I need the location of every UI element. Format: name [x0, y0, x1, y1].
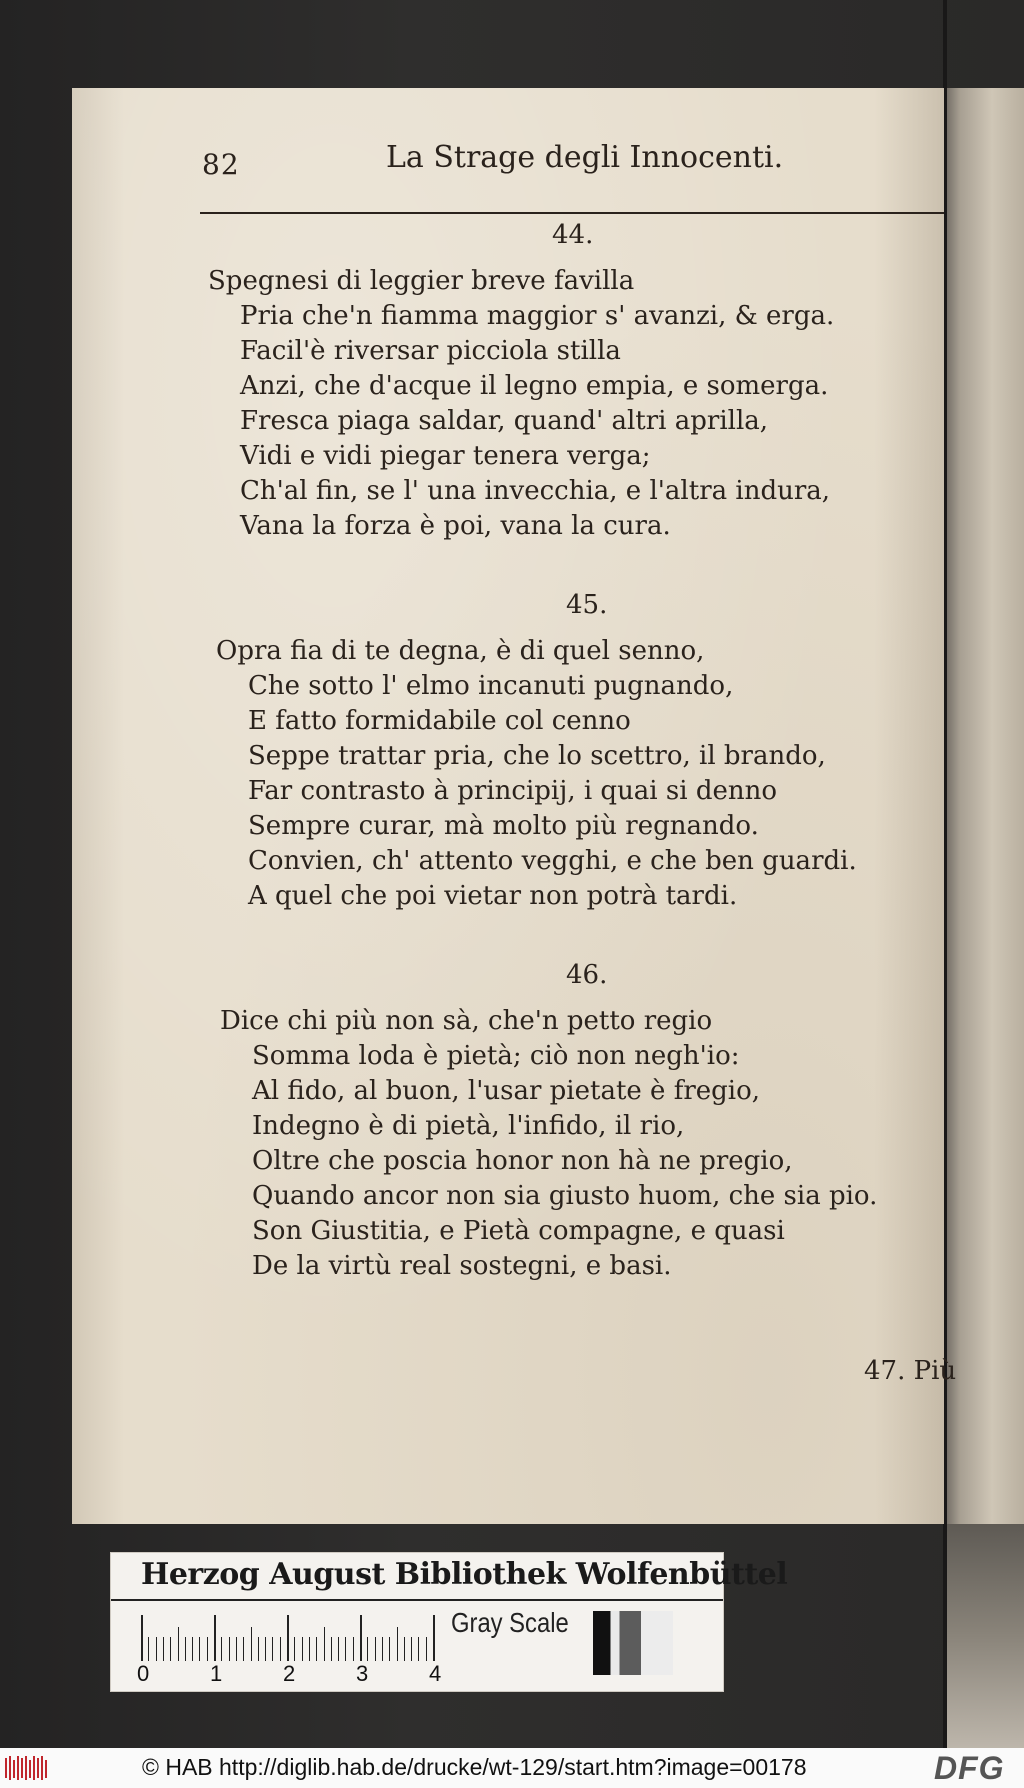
ruler-tick	[302, 1637, 303, 1661]
verse-line: E fatto formidabile col cenno	[248, 706, 631, 736]
verse-line: Vidi e vidi piegar tenera verga;	[240, 441, 651, 471]
color-scale-bar	[110, 1552, 788, 1692]
adjacent-page-lower-edge	[944, 1524, 1024, 1748]
verse-line: Son Giustitia, e Pietà compagne, e quasi	[252, 1216, 785, 1246]
verse-line: A quel che poi vietar non potrà tardi.	[248, 881, 738, 911]
ruler-tick	[185, 1637, 186, 1661]
ruler-tick	[287, 1615, 289, 1661]
page-number: 82	[202, 148, 240, 181]
ruler-tick	[389, 1637, 390, 1661]
ruler-tick	[331, 1637, 332, 1661]
ruler-tick	[141, 1615, 143, 1661]
verse-line: Far contrasto à principij, i quai si denno	[248, 776, 777, 806]
ruler-tick	[280, 1637, 281, 1661]
ruler-tick	[148, 1637, 149, 1661]
ruler-tick	[214, 1615, 216, 1661]
ruler-tick	[236, 1637, 237, 1661]
verse-line: Opra fia di te degna, è di quel senno,	[216, 636, 705, 666]
ruler-tick	[382, 1637, 383, 1661]
ruler-tick	[360, 1615, 362, 1661]
stanza-44	[208, 264, 834, 544]
stanza-number: 46.	[566, 960, 608, 990]
ruler-number: 4	[429, 1661, 442, 1686]
ruler-tick	[338, 1637, 339, 1661]
ruler-tick	[316, 1637, 317, 1661]
verse-line: Indegno è di pietà, l'infido, il rio,	[252, 1111, 685, 1141]
catchword: 47. Più	[864, 1356, 957, 1386]
library-title: Herzog August Bibliothek Wolfenbüttel	[141, 1557, 788, 1592]
ruler-tick	[309, 1637, 310, 1661]
ruler-tick	[243, 1637, 244, 1661]
verse-line: Sempre curar, mà molto più regnando.	[248, 811, 759, 841]
ruler-tick	[156, 1637, 157, 1661]
ruler-tick	[272, 1637, 273, 1661]
ruler-number: 1	[210, 1661, 223, 1686]
ruler-tick	[418, 1637, 419, 1661]
ruler-number: 3	[356, 1661, 369, 1686]
stanza-number: 44.	[552, 220, 594, 250]
ruler-tick	[345, 1637, 346, 1661]
ruler-tick	[294, 1637, 295, 1661]
ruler-tick	[397, 1627, 398, 1661]
ruler-tick	[367, 1637, 368, 1661]
verse-line: Seppe trattar pria, che lo scettro, il brando,	[248, 741, 826, 771]
header-rule	[200, 212, 944, 214]
ruler-tick	[221, 1637, 222, 1661]
verse-line: Anzi, che d'acque il legno empia, e somerga.	[240, 371, 829, 401]
book-page	[72, 88, 957, 1524]
verse-line: Vana la forza è poi, vana la cura.	[240, 511, 671, 541]
verse-line: Dice chi più non sà, che'n petto regio	[220, 1006, 713, 1036]
ruler-tick	[170, 1637, 171, 1661]
verse-line: Al fido, al buon, l'usar pietate è fregio,	[252, 1076, 761, 1106]
ruler-tick	[163, 1637, 164, 1661]
stanza-46	[220, 1004, 877, 1284]
verse-line: Pria che'n fiamma maggior s' avanzi, & erga.	[240, 301, 835, 331]
ruler-tick	[258, 1637, 259, 1661]
measurement-ruler	[141, 1607, 437, 1661]
verse-line: Fresca piaga saldar, quand' altri aprilla,	[240, 406, 769, 436]
bar-divider	[111, 1599, 723, 1601]
ruler-tick	[324, 1627, 325, 1661]
verse-line: Quando ancor non sia giusto huom, che sia pio.	[252, 1181, 878, 1211]
verse-line: Spegnesi di leggier breve favilla	[208, 266, 635, 296]
verse-line: Oltre che poscia honor non hà ne pregio,	[252, 1146, 793, 1176]
stanza-number: 45.	[566, 590, 608, 620]
footer-copyright-link[interactable]: © HAB http://diglib.hab.de/drucke/wt-129/start.htm?image=00178	[142, 1754, 807, 1780]
ruler-tick	[199, 1637, 200, 1661]
verse-line: Che sotto l' elmo incanuti pugnando,	[248, 671, 734, 701]
hab-logo-icon	[4, 1754, 48, 1782]
verse-line: Convien, ch' attento vegghi, e che ben guardi.	[248, 846, 857, 876]
ruler-tick	[229, 1637, 230, 1661]
gray-scale-swatch	[593, 1611, 673, 1675]
ruler-tick	[375, 1637, 376, 1661]
ruler-tick	[265, 1637, 266, 1661]
verse-line: De la virtù real sostegni, e basi.	[252, 1251, 672, 1281]
ruler-tick	[251, 1627, 252, 1661]
ruler-tick	[433, 1615, 435, 1661]
ruler-number: 2	[283, 1661, 296, 1686]
gray-scale-label: Gray Scale	[451, 1607, 569, 1638]
ruler-number: 0	[137, 1661, 150, 1686]
adjacent-page-edge	[944, 88, 1024, 1524]
ruler-tick	[192, 1637, 193, 1661]
stanza-45	[216, 634, 857, 914]
verse-line: Facil'è riversar picciola stilla	[240, 336, 621, 366]
ruler-tick	[178, 1627, 179, 1661]
ruler-tick	[353, 1637, 354, 1661]
ruler-tick	[426, 1637, 427, 1661]
running-title: La Strage degli Innocenti.	[386, 140, 784, 175]
verse-line: Somma loda è pietà; ciò non negh'io:	[252, 1041, 740, 1071]
footer-bar	[0, 1748, 1024, 1788]
ruler-tick	[404, 1637, 405, 1661]
dfg-logo: DFG	[934, 1750, 1005, 1786]
ruler-tick	[411, 1637, 412, 1661]
ruler-tick	[207, 1637, 208, 1661]
verse-line: Ch'al fin, se l' una invecchia, e l'altra indura,	[240, 476, 831, 506]
